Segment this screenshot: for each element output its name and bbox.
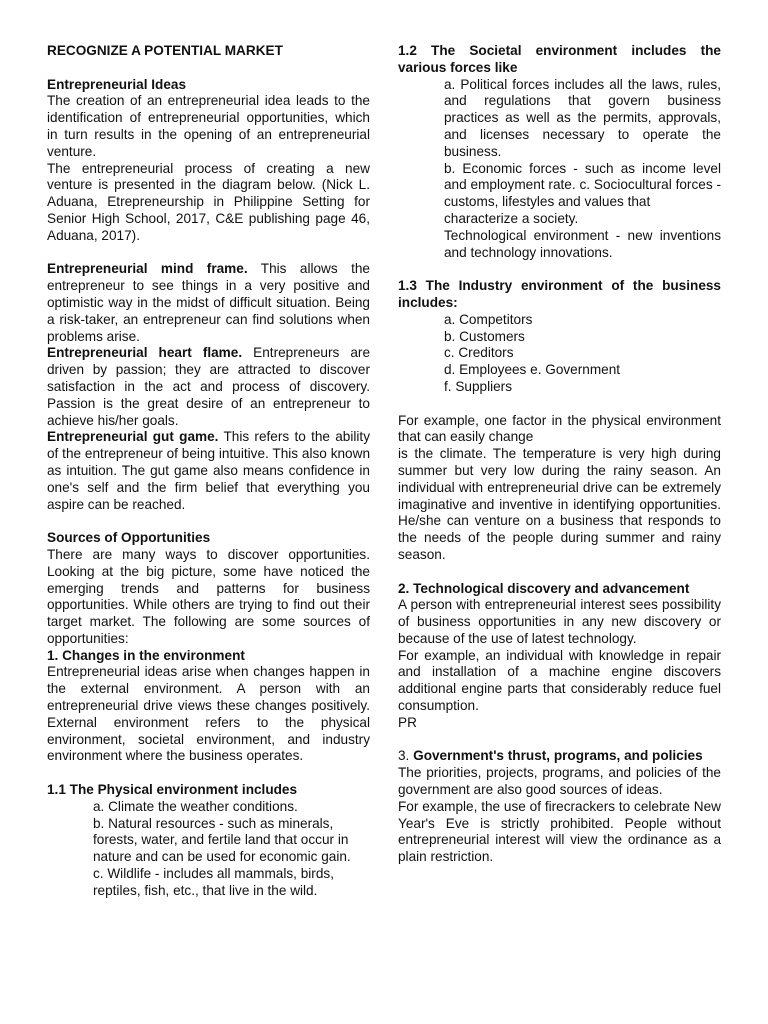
gut-game-text: This refers to the ability of the entrepreneur of being intuitive. This also known as intuition. The gut game also means confidence in one's self and the firm belief that everything you aspire can be reached. bbox=[47, 429, 370, 512]
gov-heading bbox=[398, 748, 721, 765]
example-climate-intro: For example, one factor in the physical environment that can easily change bbox=[398, 412, 721, 445]
mind-frame-text: This allows the entrepreneur to see things in a very positive and optimistic way in the midst of difficult situation. Being a risk-taker, an entrepreneur can find solutions when problems arise. bbox=[47, 261, 370, 344]
gov-heading-text: Government's thrust, programs, and policies bbox=[413, 748, 703, 764]
gov-number: 3. bbox=[398, 748, 414, 764]
industry-item-competitors: a. Competitors bbox=[444, 311, 533, 327]
tech-paragraph-2: For example, an individual with knowledge in repair and installation of a machine engine discovers additional engine parts that considerably reduce fuel consumption. bbox=[398, 647, 721, 714]
industry-item-employees: d. Employees e. Government bbox=[444, 362, 621, 378]
mind-frame-paragraph bbox=[47, 261, 370, 345]
spacer bbox=[398, 261, 721, 278]
heart-flame-text: Entrepreneurs are driven by passion; they are attracted to discover satisfaction in the act and process of discovery. Passion is the great desire of an entrepreneur to achieve his/her goals. bbox=[47, 345, 370, 428]
gov-paragraph-1: The priorities, projects, programs, and policies of the government are also good sources of ideas. bbox=[398, 765, 721, 798]
spacer bbox=[47, 513, 370, 530]
tech-paragraph-1: A person with entrepreneurial interest sees possibility of business opportunities in any new discovery or because of the use of latest technology. bbox=[398, 597, 721, 646]
physical-heading: 1.1 The Physical environment includes bbox=[47, 782, 298, 798]
gut-game-term: Entrepreneurial gut game. bbox=[47, 429, 219, 445]
spacer bbox=[47, 245, 370, 262]
spacer bbox=[47, 765, 370, 782]
page-title: RECOGNIZE A POTENTIAL MARKET bbox=[47, 43, 283, 58]
societal-political: a. Political forces includes all the laws, rules, and regulations that govern business practices as well as the permits, approvals, and licenses necessary to operate the business. bbox=[444, 76, 721, 159]
societal-economic: b. Economic forces - such as income level and employment rate. c. Sociocultural forces - customs, lifestyles and values that bbox=[444, 160, 721, 210]
industry-item-customers: b. Customers bbox=[444, 328, 525, 344]
tech-heading: 2. Technological discovery and advancement bbox=[398, 580, 690, 596]
ideas-heading: Entrepreneurial Ideas bbox=[47, 76, 187, 92]
physical-item-wildlife: c. Wildlife - includes all mammals, birds, reptiles, fish, etc., that live in the wild. bbox=[93, 866, 334, 898]
societal-economic-cont: characterize a society. bbox=[444, 210, 579, 226]
mind-frame-term: Entrepreneurial mind frame. bbox=[47, 261, 248, 277]
physical-item-climate: a. Climate the weather conditions. bbox=[93, 798, 298, 814]
societal-heading: 1.2 The Societal environment includes the various forces like bbox=[398, 43, 721, 75]
industry-item-suppliers: f. Suppliers bbox=[444, 378, 513, 394]
tech-paragraph-3: PR bbox=[398, 714, 417, 730]
left-column bbox=[47, 43, 370, 900]
societal-technological: Technological environment - new inventions and technology innovations. bbox=[444, 227, 721, 260]
example-climate-body: is the climate. The temperature is very high during summer but very low during the rainy season. An individual with entrepreneurial drive can be extremely imaginative and inventive in identifying opportunities. He/she can venture on a business that responds to the needs of the people during summer and rainy season. bbox=[398, 446, 721, 562]
heart-flame-term: Entrepreneurial heart flame. bbox=[47, 345, 243, 361]
spacer bbox=[398, 564, 721, 581]
gut-game-paragraph bbox=[47, 429, 370, 513]
ideas-paragraph-1: The creation of an entrepreneurial idea leads to the identification of entrepreneurial opportunities, which in turn results in the opening of an entrepreneurial venture. bbox=[47, 93, 370, 159]
spacer bbox=[47, 60, 370, 77]
sources-paragraph: There are many ways to discover opportunities. Looking at the big picture, some have noticed the emerging trends and patterns for business opportunities. While others are trying to find out their target market. The following are some sources of opportunities: bbox=[47, 546, 370, 646]
gov-paragraph-2: For example, the use of firecrackers to celebrate New Year's Eve is strictly prohibited. People without entrepreneurial interest will view the ordinance as a plain restriction. bbox=[398, 798, 721, 865]
changes-paragraph: Entrepreneurial ideas arise when changes happen in the external environment. A person with an entrepreneurial drive views these changes positively. External environment refers to the physical environment, societal environment, and industry environment where the business operates. bbox=[47, 664, 370, 764]
ideas-paragraph-2: The entrepreneurial process of creating a new venture is presented in the diagram below. (Nick L. Aduana, Etrepreneurship in Philippine Setting for Senior High School, 2017, C&E publishing page 46, Aduana, 2017). bbox=[47, 160, 370, 243]
industry-item-creditors: c. Creditors bbox=[444, 345, 514, 361]
spacer bbox=[398, 732, 721, 749]
heart-flame-paragraph bbox=[47, 345, 370, 429]
changes-heading: 1. Changes in the environment bbox=[47, 647, 245, 663]
spacer bbox=[398, 396, 721, 413]
sources-heading: Sources of Opportunities bbox=[47, 530, 211, 546]
industry-heading: 1.3 The Industry environment of the business includes: bbox=[398, 278, 721, 310]
right-column bbox=[398, 43, 721, 866]
physical-item-resources: b. Natural resources - such as minerals, forests, water, and fertile land that occur in nature and can be used for economic gain. bbox=[93, 815, 351, 865]
